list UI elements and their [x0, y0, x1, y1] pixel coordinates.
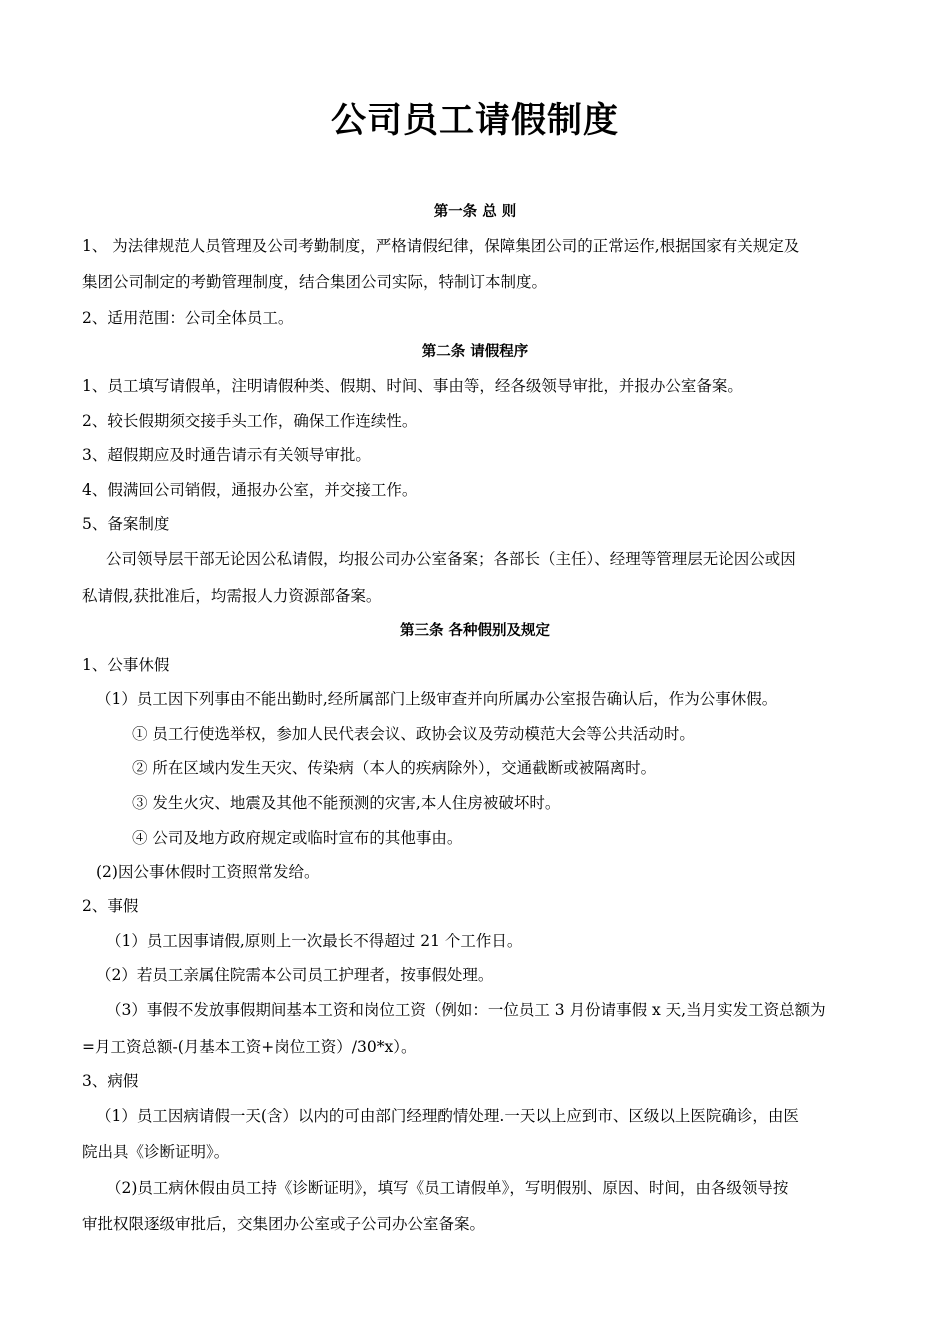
paragraph-line: (2)因公事休假时工资照常发给。	[96, 863, 320, 881]
paragraph-line: 5、备案制度	[82, 515, 170, 533]
paragraph-line: 2、较长假期须交接手头工作，确保工作连续性。	[82, 412, 418, 430]
list-item: ③ 发生火灾、地震及其他不能预测的灾害,本人住房被破坏时。	[132, 794, 561, 812]
paragraph-line: （2)员工病休假由员工持《诊断证明》，填写《员工请假单》，写明假别、原因、时间，由各级领导按	[106, 1179, 789, 1197]
section-heading: 第一条 总 则	[433, 204, 517, 220]
paragraph-line: 集团公司制定的考勤管理制度，结合集团公司实际，特制订本制度。	[82, 273, 548, 291]
paragraph-line: 院出具《诊断证明》。	[82, 1143, 230, 1161]
paragraph-line: 1、公事休假	[82, 656, 170, 674]
paragraph-line: （1）员工因下列事由不能出勤时,经所属部门上级审查并向所属办公室报告确认后，作为公事休假。	[96, 690, 778, 708]
list-item: ① 员工行使选举权，参加人民代表会议、政协会议及劳动模范大会等公共活动时。	[132, 725, 695, 743]
section-heading: 第二条 请假程序	[421, 344, 529, 360]
paragraph-line: =月工资总额-(月基本工资+岗位工资）/30*x）。	[82, 1038, 417, 1056]
document-title: 公司员工请假制度	[330, 101, 619, 141]
paragraph-line: 1、员工填写请假单，注明请假种类、假期、时间、事由等，经各级领导审批，并报办公室备案。	[82, 377, 743, 395]
list-item: ④ 公司及地方政府规定或临时宣布的其他事由。	[132, 829, 463, 847]
paragraph-line: 审批权限逐级审批后，交集团办公室或子公司办公室备案。	[82, 1215, 486, 1233]
paragraph-line: 1、 为法律规范人员管理及公司考勤制度，严格请假纪律，保障集团公司的正常运作,根据国家有关规定及	[82, 237, 800, 255]
section-heading: 第三条 各种假别及规定	[399, 623, 551, 639]
paragraph-line: （3）事假不发放事假期间基本工资和岗位工资（例如：一位员工 3 月份请事假 x 天,当月实发工资总额为	[106, 1001, 826, 1019]
paragraph-line: （2）若员工亲属住院需本公司员工护理者，按事假处理。	[96, 966, 494, 984]
paragraph-line: 3、病假	[82, 1072, 139, 1090]
paragraph-line: 4、假满回公司销假，通报办公室，并交接工作。	[82, 481, 418, 499]
paragraph-line: （1）员工因事请假,原则上一次最长不得超过 21 个工作日。	[106, 932, 523, 950]
paragraph-line: 2、事假	[82, 897, 139, 915]
paragraph-line: 私请假,获批准后，均需报人力资源部备案。	[82, 587, 382, 605]
paragraph-line: 2、适用范围：公司全体员工。	[82, 309, 294, 327]
paragraph-line: （1）员工因病请假一天(含）以内的可由部门经理酌情处理.一天以上应到市、区级以上医院确诊，由医	[96, 1107, 799, 1125]
list-item: ② 所在区域内发生天灾、传染病（本人的疾病除外），交通截断或被隔离时。	[132, 759, 657, 777]
paragraph-line: 公司领导层干部无论因公私请假，均报公司办公室备案；各部长（主任）、经理等管理层无论因公或因	[106, 550, 796, 568]
paragraph-line: 3、超假期应及时通告请示有关领导审批。	[82, 446, 371, 464]
